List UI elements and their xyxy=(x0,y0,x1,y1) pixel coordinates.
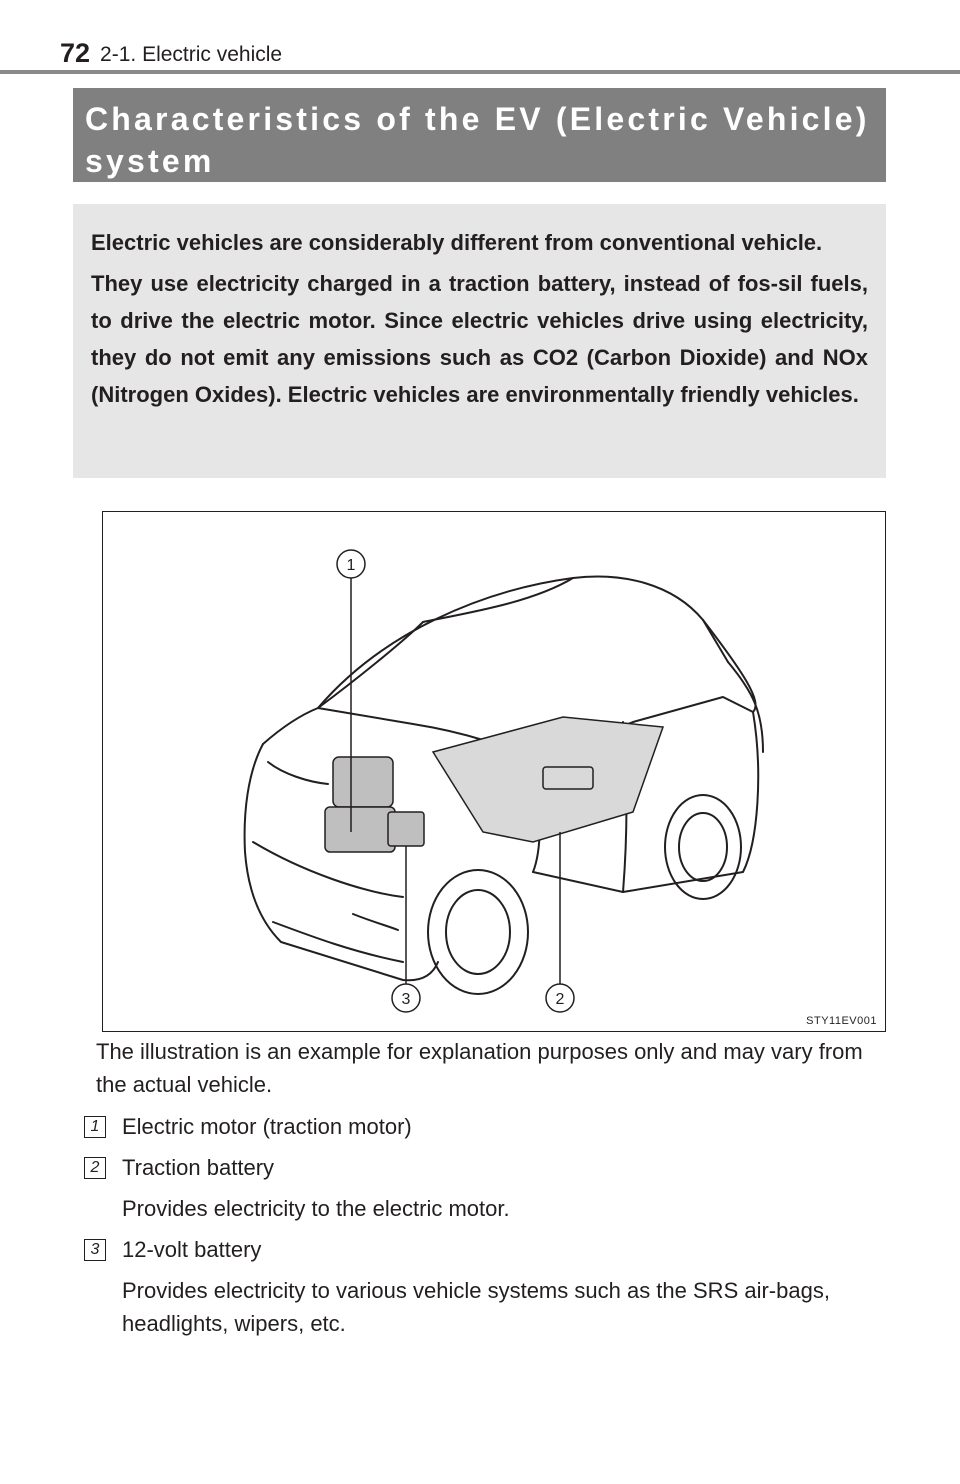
callout-label-2: 2 xyxy=(555,991,565,1008)
car-roof xyxy=(318,577,728,708)
intro-paragraph-2: They use electricity charged in a traction battery, instead of fos-sil fuels, to drive the electric motor. Since electric vehicles drive using electricity, they do not emit any emissions such as CO2 (Carbon Dioxide) and NOx (Nitrogen Oxides). Electric vehicles are environmentally friendly vehicles. xyxy=(91,271,868,407)
list-item xyxy=(84,1233,894,1340)
page-header xyxy=(60,28,282,68)
car-bumper xyxy=(253,842,403,962)
header-rule xyxy=(0,70,960,74)
page-title-line-2: system xyxy=(85,143,215,179)
headlight xyxy=(268,762,328,784)
title-bar xyxy=(73,88,886,182)
electric-motor-shape xyxy=(333,757,393,807)
list-item xyxy=(84,1110,894,1143)
car-rear xyxy=(703,620,763,752)
item-label: Electric motor (traction motor) xyxy=(122,1114,412,1139)
front-wheel-inner xyxy=(446,890,510,974)
fog-light xyxy=(353,914,398,930)
intro-box xyxy=(73,204,886,478)
twelve-volt-battery-shape xyxy=(388,812,424,846)
section-label: 2-1. Electric vehicle xyxy=(100,43,283,66)
car-windshield xyxy=(318,578,573,708)
item-label: 12-volt battery xyxy=(122,1237,262,1262)
rear-wheel xyxy=(665,795,741,899)
callout-label-3: 3 xyxy=(401,991,411,1008)
list-item xyxy=(84,1151,894,1225)
figure-code: STY11EV001 xyxy=(806,1015,877,1027)
rear-wheel-inner xyxy=(679,813,727,881)
figure-caption: The illustration is an example for explanation purposes only and may vary from the actual vehicle. xyxy=(96,1039,863,1097)
battery-module xyxy=(543,767,593,789)
item-description: Provides electricity to the electric motor. xyxy=(122,1196,510,1221)
item-number-badge: 3 xyxy=(84,1239,106,1261)
item-label: Traction battery xyxy=(122,1155,275,1180)
vehicle-drawing xyxy=(103,512,886,1032)
front-wheel xyxy=(428,870,528,994)
page-number: 72 xyxy=(60,38,91,68)
item-number-badge: 2 xyxy=(84,1157,106,1179)
item-description: Provides electricity to various vehicle systems such as the SRS air-bags, headlights, wipers, etc. xyxy=(122,1278,830,1336)
item-number-badge: 1 xyxy=(84,1116,106,1138)
page-title-line-1: Characteristics of the EV (Electric Vehicle) xyxy=(85,101,870,137)
callout-label-1: 1 xyxy=(346,557,356,574)
motor-lower xyxy=(325,807,395,852)
intro-paragraph-1: Electric vehicles are considerably different from conventional vehicle. xyxy=(91,230,823,255)
vehicle-illustration xyxy=(102,511,886,1032)
